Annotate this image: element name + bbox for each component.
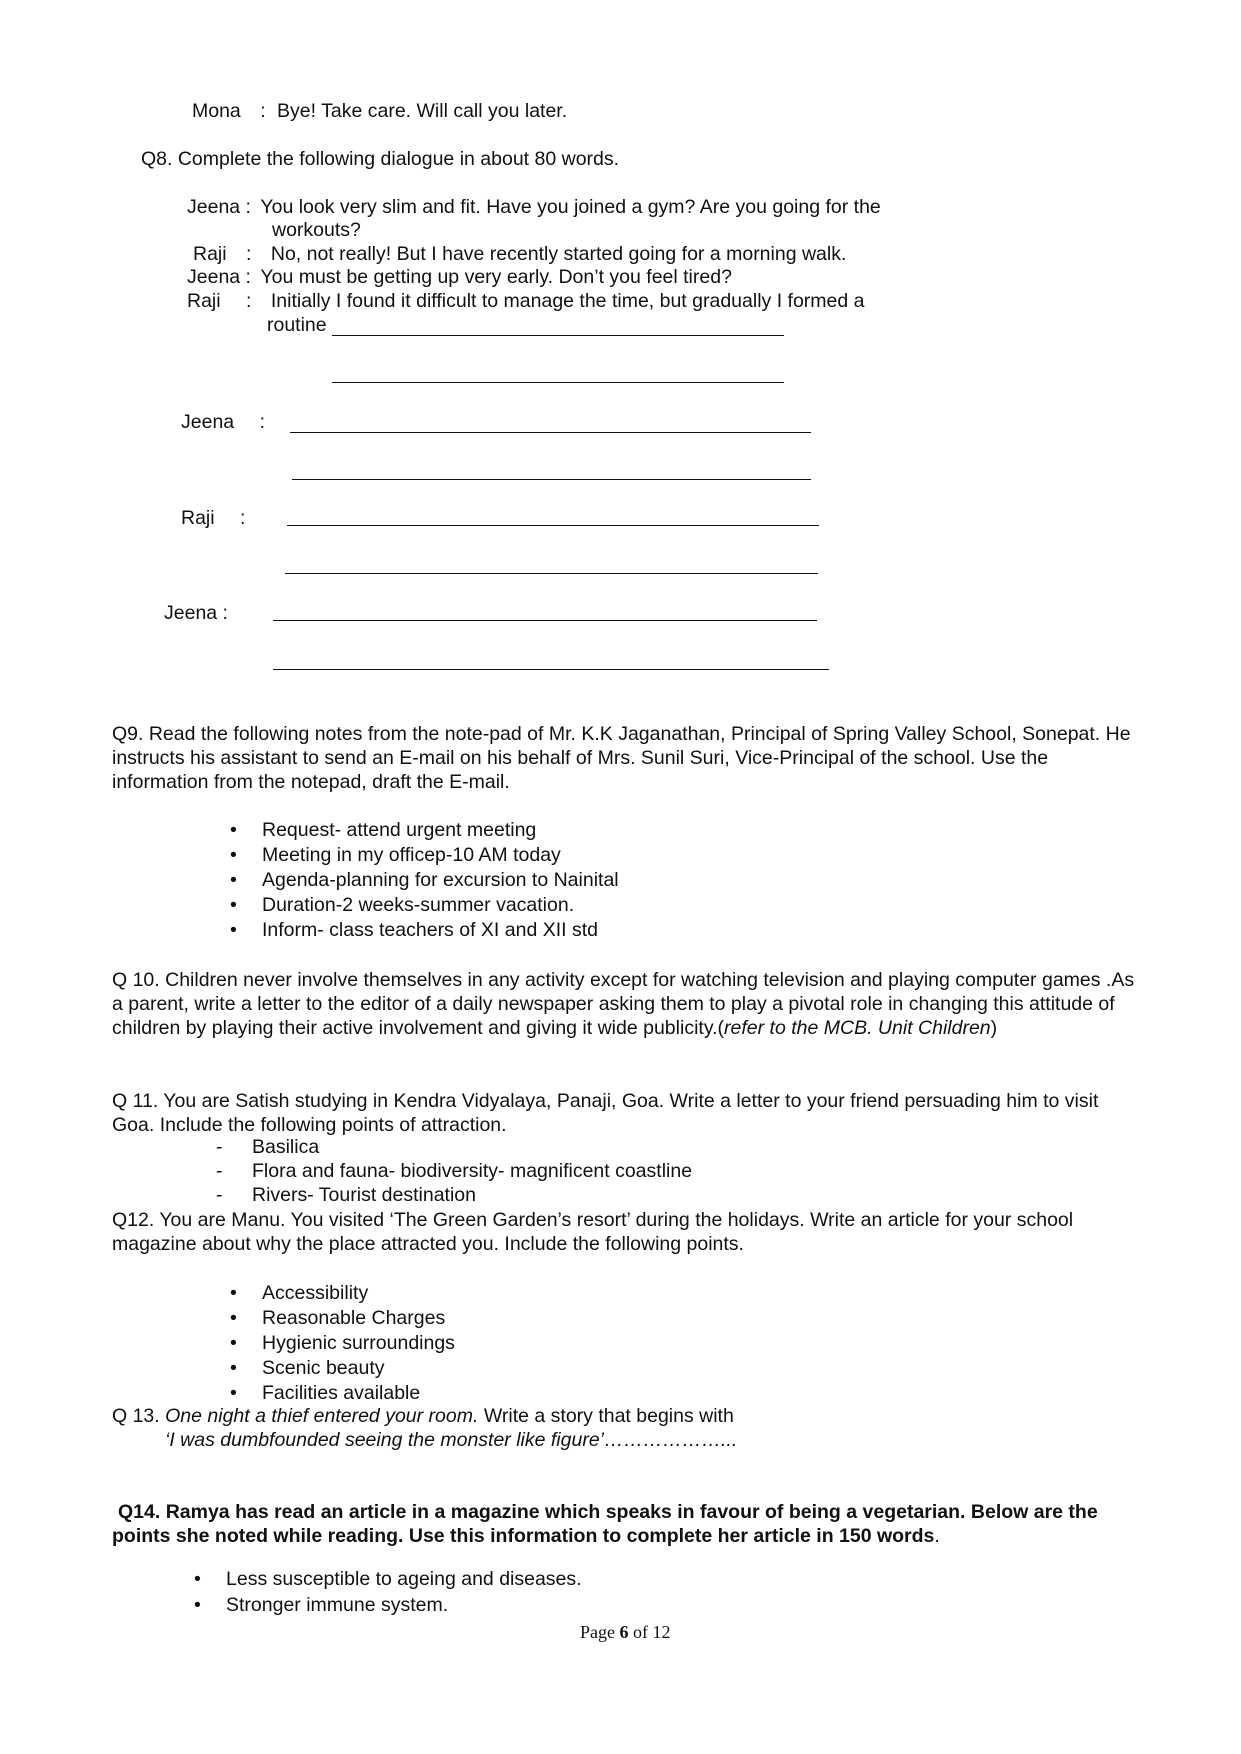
- speaker-raji: Raji: [181, 507, 215, 529]
- total-pages: 12: [652, 1622, 671, 1642]
- dialogue-text: Initially I found it difficult to manage the time, but gradually I formed a: [270, 290, 865, 312]
- dialogue-text: No, not really! But I have recently started going for a morning walk.: [270, 243, 847, 265]
- list-item-text: Stronger immune system.: [226, 1594, 449, 1616]
- list-item: - Rivers- Tourist destination: [216, 1184, 476, 1206]
- answer-line: [332, 382, 784, 383]
- page-label: Page: [580, 1622, 620, 1642]
- list-item: • Facilities available: [230, 1382, 421, 1404]
- speaker-separator: :: [246, 290, 252, 312]
- q14-text: Q14. Ramya has read an article in a magazine which speaks in favour of being a vegetarian. Below are the points she noted while reading. Use this information to complete her article in 150 words: [112, 1501, 1098, 1547]
- q8-dialogue-line: [187, 196, 881, 219]
- dialogue-text: Bye! Take care. Will call you later.: [277, 100, 568, 122]
- list-item-text: Facilities available: [262, 1382, 421, 1404]
- q8-dialogue-continuation: routine: [267, 314, 327, 336]
- answer-line: [287, 525, 819, 526]
- q13-quote: ‘I was dumbfounded seeing the monster like figure’………………...: [165, 1429, 738, 1451]
- answer-line: [332, 335, 784, 336]
- speaker-raji: Raji: [193, 243, 227, 265]
- speaker-separator: :: [240, 507, 246, 529]
- q14-end: .: [934, 1525, 940, 1547]
- q8-title: Q8. Complete the following dialogue in about 80 words.: [141, 148, 620, 170]
- list-item: - Basilica: [216, 1136, 320, 1158]
- speaker-separator: :: [260, 100, 266, 122]
- q8-dialogue-continuation: workouts?: [272, 219, 361, 241]
- answer-line: [285, 573, 818, 574]
- list-item: • Less susceptible to ageing and diseases.: [194, 1568, 582, 1590]
- q10-end: ): [990, 1017, 998, 1039]
- list-item: • Meeting in my officep-10 AM today: [230, 844, 561, 866]
- q13-text: Write a story that begins with: [483, 1405, 734, 1427]
- current-page: 6: [619, 1622, 629, 1642]
- answer-line: [273, 669, 829, 670]
- speaker-separator: :: [259, 411, 265, 433]
- list-item: - Flora and fauna- biodiversity- magnificent coastline: [216, 1160, 693, 1182]
- list-item-text: Meeting in my officep-10 AM today: [262, 844, 561, 866]
- q13-story-opening: [165, 1429, 737, 1452]
- list-item-text: Request- attend urgent meeting: [262, 819, 537, 841]
- list-item-text: Reasonable Charges: [262, 1307, 446, 1329]
- list-item-text: Basilica: [252, 1136, 320, 1158]
- q13-question: [112, 1405, 734, 1428]
- q10-reference: refer to the MCB. Unit Children: [724, 1017, 991, 1039]
- dialogue-text: You look very slim and fit. Have you joined a gym? Are you going for the: [260, 196, 881, 218]
- list-item: • Accessibility: [230, 1282, 369, 1304]
- list-item: • Stronger immune system.: [194, 1594, 449, 1616]
- list-item-text: Duration-2 weeks-summer vacation.: [262, 894, 575, 916]
- list-item-text: Accessibility: [262, 1282, 369, 1304]
- q8-dialogue-line: [193, 243, 846, 266]
- speaker-raji: Raji: [187, 290, 221, 312]
- q8-dialogue-line: [187, 266, 732, 289]
- list-item: • Reasonable Charges: [230, 1307, 446, 1329]
- list-item-text: Agenda-planning for excursion to Nainital: [262, 869, 619, 891]
- answer-line: [290, 432, 811, 433]
- q10-text: Q 10. Children never involve themselves in any activity except for watching television and playing computer games .As a parent, write a letter to the editor of a daily newspaper asking them to play a pivotal role in changing this attitude of children by playing their active involvement and giving it wide publicity.(: [112, 969, 1135, 1039]
- speaker-mona: Mona: [192, 100, 241, 122]
- list-item: • Scenic beauty: [230, 1357, 385, 1379]
- list-item-text: Flora and fauna- biodiversity- magnificent coastline: [252, 1160, 693, 1182]
- q12-question: Q12. You are Manu. You visited ‘The Green Garden’s resort’ during the holidays. Write an article for your school magazine about why the place attracted you. Include the following points.: [112, 1209, 1074, 1255]
- q9-question: Q9. Read the following notes from the note-pad of Mr. K.K Jaganathan, Principal of Spring Valley School, Sonepat. He instructs his assistant to send an E-mail on his behalf of Mrs. Sunil Suri, Vice-Principal of the school. Use the information from the notepad, draft the E-mail.: [112, 723, 1131, 793]
- speaker-jeena: Jeena: [181, 411, 235, 433]
- q8-dialogue-line: [187, 290, 865, 313]
- list-item-text: Rivers- Tourist destination: [252, 1184, 476, 1206]
- page-of: of: [628, 1622, 653, 1642]
- q10-question: [112, 968, 1142, 1040]
- answer-line: [292, 479, 811, 480]
- list-item: • Hygienic surroundings: [230, 1332, 455, 1354]
- blank-speaker-label: [181, 507, 245, 530]
- list-item-text: Scenic beauty: [262, 1357, 385, 1379]
- answer-line: [273, 620, 817, 621]
- blank-speaker-label: [181, 411, 265, 434]
- speaker-jeena: Jeena :: [187, 266, 251, 288]
- list-item: • Duration-2 weeks-summer vacation.: [230, 894, 575, 916]
- blank-speaker-label: [164, 602, 228, 625]
- speaker-jeena: Jeena :: [187, 196, 251, 218]
- q14-question: [112, 1500, 1142, 1548]
- page-number: [580, 1622, 671, 1644]
- list-item-text: Less susceptible to ageing and diseases.: [226, 1568, 582, 1590]
- speaker-jeena: Jeena :: [164, 602, 228, 624]
- dialogue-line-mona: [192, 100, 567, 123]
- list-item: • Agenda-planning for excursion to Nainital: [230, 869, 619, 891]
- dialogue-text: You must be getting up very early. Don’t you feel tired?: [260, 266, 732, 288]
- q13-prompt: One night a thief entered your room.: [165, 1405, 479, 1427]
- list-item-text: Hygienic surroundings: [262, 1332, 455, 1354]
- q13-label: Q 13.: [112, 1405, 160, 1427]
- list-item: • Inform- class teachers of XI and XII std: [230, 919, 598, 941]
- q11-question: Q 11. You are Satish studying in Kendra Vidyalaya, Panaji, Goa. Write a letter to your friend persuading him to visit Goa. Include the following points of attraction.: [112, 1090, 1099, 1136]
- list-item: • Request- attend urgent meeting: [230, 819, 537, 841]
- speaker-separator: :: [246, 243, 252, 265]
- list-item-text: Inform- class teachers of XI and XII std: [262, 919, 598, 941]
